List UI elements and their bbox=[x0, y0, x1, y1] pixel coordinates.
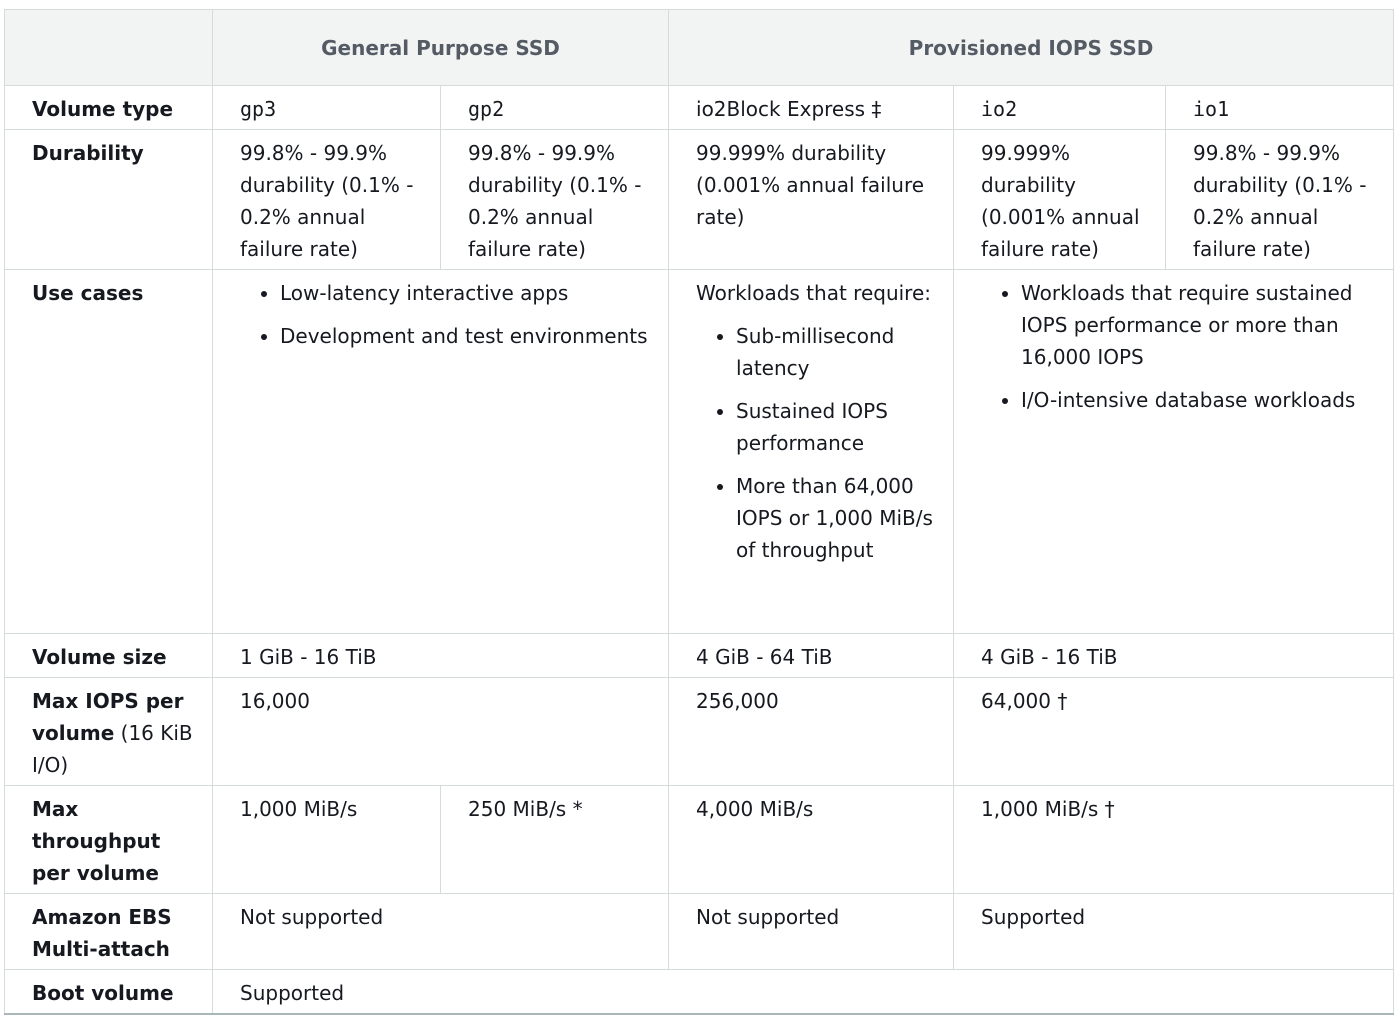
ssd-comparison-table bbox=[4, 9, 1394, 1015]
cell-durability-io2: 99.999% durability (0.001% annual failure rate) bbox=[954, 130, 1166, 270]
list-item: • I/O-intensive database workloads bbox=[1021, 384, 1377, 416]
cell-multi-attach-general-purpose: Not supported bbox=[213, 894, 669, 970]
cell-size-io2-io1: 4 GiB - 16 TiB bbox=[954, 634, 1394, 678]
cell-boot-volume-all: Supported bbox=[213, 970, 1394, 1014]
table-row-max-throughput bbox=[5, 786, 1394, 894]
table-row-multi-attach bbox=[5, 894, 1394, 970]
group-header-provisioned-iops: Provisioned IOPS SSD bbox=[669, 10, 1394, 86]
cell-type-gp2: gp2 bbox=[441, 86, 669, 130]
row-label-max-iops-bold: Max IOPS per volume bbox=[32, 689, 184, 745]
cell-type-io2: io2 bbox=[954, 86, 1166, 130]
group-header-general-purpose: General Purpose SSD bbox=[213, 10, 669, 86]
cell-type-io1: io1 bbox=[1166, 86, 1394, 130]
table-row-durability bbox=[5, 130, 1394, 270]
cell-multi-attach-io2-io1: Supported bbox=[954, 894, 1394, 970]
group-header-row bbox=[5, 10, 1394, 86]
cell-iops-io2-io1: 64,000 † bbox=[954, 678, 1394, 786]
cell-use-cases-general-purpose bbox=[213, 270, 669, 634]
table-row-volume-size bbox=[5, 634, 1394, 678]
cell-iops-general-purpose: 16,000 bbox=[213, 678, 669, 786]
row-label-max-throughput: Max throughput per volume bbox=[5, 786, 213, 894]
use-case-list-io2be bbox=[696, 320, 937, 566]
cell-multi-attach-io2-block-express: Not supported bbox=[669, 894, 954, 970]
list-item: • Development and test environments bbox=[280, 320, 652, 352]
row-label-volume-type: Volume type bbox=[5, 86, 213, 130]
cell-throughput-io2-io1: 1,000 MiB/s † bbox=[954, 786, 1394, 894]
cell-durability-gp3: 99.8% - 99.9% durability (0.1% - 0.2% annual failure rate) bbox=[213, 130, 441, 270]
row-label-use-cases: Use cases bbox=[5, 270, 213, 634]
header-corner-cell bbox=[5, 10, 213, 86]
use-case-intro: Workloads that require: bbox=[696, 281, 931, 305]
cell-use-cases-io2-io1 bbox=[954, 270, 1394, 634]
cell-size-io2-block-express: 4 GiB - 64 TiB bbox=[669, 634, 954, 678]
row-label-durability: Durability bbox=[5, 130, 213, 270]
table-row-use-cases bbox=[5, 270, 1394, 634]
cell-durability-gp2: 99.8% - 99.9% durability (0.1% - 0.2% annual failure rate) bbox=[441, 130, 669, 270]
use-case-list-io bbox=[981, 277, 1377, 416]
list-item: • Sub-millisecond latency bbox=[736, 320, 937, 384]
row-label-volume-size: Volume size bbox=[5, 634, 213, 678]
row-label-max-iops-note: (16 KiB I/O) bbox=[32, 721, 193, 777]
list-item: • Low-latency interactive apps bbox=[280, 277, 652, 309]
use-case-list-gp bbox=[240, 277, 652, 352]
row-label-multi-attach: Amazon EBS Multi-attach bbox=[5, 894, 213, 970]
cell-type-io2-block-express: io2Block Express ‡ bbox=[669, 86, 954, 130]
table-row-boot-volume bbox=[5, 970, 1394, 1014]
row-label-max-iops bbox=[5, 678, 213, 786]
list-item: • Sustained IOPS performance bbox=[736, 395, 937, 459]
cell-use-cases-io2-block-express bbox=[669, 270, 954, 634]
cell-type-gp3: gp3 bbox=[213, 86, 441, 130]
cell-iops-io2-block-express: 256,000 bbox=[669, 678, 954, 786]
row-label-boot-volume: Boot volume bbox=[5, 970, 213, 1014]
cell-throughput-gp3: 1,000 MiB/s bbox=[213, 786, 441, 894]
list-item: • Workloads that require sustained IOPS performance or more than 16,000 IOPS bbox=[1021, 277, 1377, 373]
ebs-volume-comparison bbox=[4, 9, 1394, 1015]
cell-throughput-gp2: 250 MiB/s * bbox=[441, 786, 669, 894]
table-row-max-iops bbox=[5, 678, 1394, 786]
cell-durability-io1: 99.8% - 99.9% durability (0.1% - 0.2% annual failure rate) bbox=[1166, 130, 1394, 270]
list-item: • More than 64,000 IOPS or 1,000 MiB/s of throughput bbox=[736, 470, 937, 566]
cell-throughput-io2-block-express: 4,000 MiB/s bbox=[669, 786, 954, 894]
table-row-volume-type bbox=[5, 86, 1394, 130]
cell-size-general-purpose: 1 GiB - 16 TiB bbox=[213, 634, 669, 678]
cell-durability-io2-block-express: 99.999% durability (0.001% annual failure rate) bbox=[669, 130, 954, 270]
